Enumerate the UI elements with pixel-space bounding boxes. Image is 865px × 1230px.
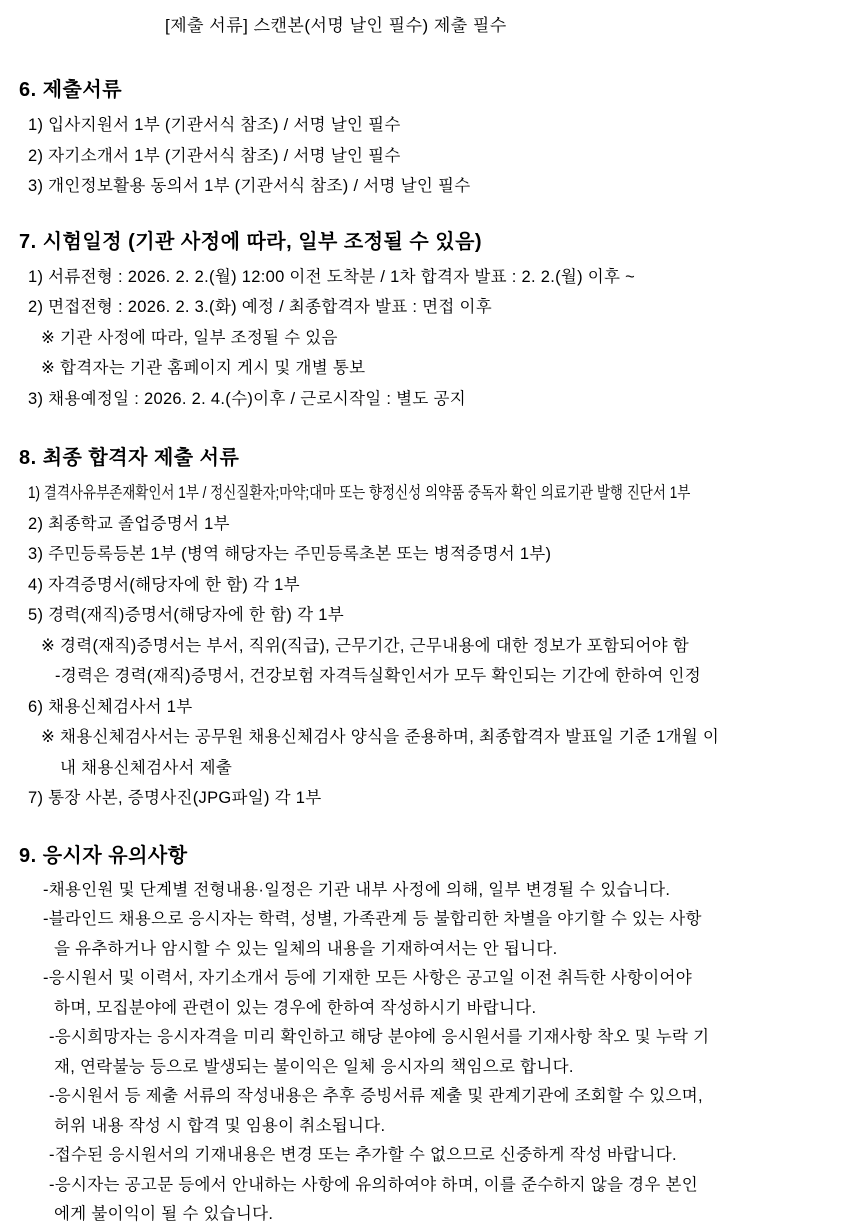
section-lines [0, 478, 865, 814]
document-line [0, 876, 865, 906]
document-line [0, 110, 865, 141]
document-line-text: 허위 내용 작성 시 합격 및 임용이 취소됩니다. [54, 1116, 386, 1135]
document-line [0, 539, 865, 570]
document-section [0, 843, 865, 1230]
document-line-text: ※ 합격자는 기관 홈페이지 게시 및 개별 통보 [41, 359, 366, 377]
document-line-text: 1) 서류전형 : 2026. 2. 2.(월) 12:00 이전 도착분 / 1차 합격자 발표 : 2. 2.(월) 이후 ~ [28, 267, 636, 286]
document-line [0, 353, 865, 384]
document-line [0, 1053, 865, 1083]
section-title: 8. 최종 합격자 제출 서류 [19, 447, 240, 469]
document-line-text: -경력은 경력(재직)증명서, 건강보험 자격득실확인서가 모두 확인되는 기간에 한하여 인정 [55, 667, 701, 685]
document-line-text: 4) 자격증명서(해당자에 한 함) 각 1부 [28, 575, 300, 594]
document-line [0, 570, 865, 601]
document-line-text: -응시자는 공고문 등에서 안내하는 사항에 유의하여야 하며, 이를 준수하지 않을 경우 본인 [49, 1175, 699, 1194]
document-line-text: -접수된 응시원서의 기재내용은 변경 또는 추가할 수 없으므로 신중하게 작성 바랍니다. [49, 1146, 677, 1164]
document-line [0, 262, 865, 293]
document-line [0, 692, 865, 723]
document-line-text: 재, 연락불능 등으로 발생되는 불이익은 일체 응시자의 책임으로 합니다. [54, 1057, 574, 1076]
document-line-text: 을 유추하거나 암시할 수 있는 일체의 내용을 기재하여서는 안 됩니다. [54, 939, 558, 958]
document-line [0, 1200, 865, 1230]
document-line [0, 600, 865, 631]
document-line-text: 3) 채용예정일 : 2026. 2. 4.(수)이후 / 근로시작일 : 별도 공지 [28, 389, 466, 408]
document-line-text: 2) 자기소개서 1부 (기관서식 참조) / 서명 날인 필수 [28, 146, 401, 165]
document-line-text: -응시원서 및 이력서, 자기소개서 등에 기재한 모든 사항은 공고일 이전 취득한 사항이어야 [43, 969, 693, 987]
section-title: 9. 응시자 유의사항 [19, 844, 188, 867]
document-line [0, 631, 865, 662]
document-line-text: 에게 불이익이 될 수 있습니다. [54, 1205, 274, 1223]
document-line-text: ※ 기관 사정에 따라, 일부 조정될 수 있음 [41, 328, 338, 347]
document-line-text: 5) 경력(재직)증명서(해당자에 한 함) 각 1부 [28, 606, 344, 624]
document-line [0, 478, 865, 509]
document-section [0, 445, 865, 814]
document-line [0, 905, 865, 935]
document-line-text: -블라인드 채용으로 응시자는 학력, 성별, 가족관계 등 불합리한 차별을 야기할 수 있는 사항 [43, 910, 702, 928]
document-line [0, 964, 865, 994]
document-line-text: ※ 경력(재직)증명서는 부서, 직위(직급), 근무기간, 근무내용에 대한 정보가 포함되어야 함 [41, 636, 690, 655]
document-line-text: 2) 면접전형 : 2026. 2. 3.(화) 예정 / 최종합격자 발표 : 면접 이후 [28, 298, 492, 316]
document-line [0, 1112, 865, 1142]
document-line-text: 하며, 모집분야에 관련이 있는 경우에 한하여 작성하시기 바랍니다. [54, 998, 537, 1017]
document-line [0, 384, 865, 415]
section-lines [0, 110, 865, 202]
section-lines [0, 262, 865, 415]
document-line [0, 292, 865, 323]
document-line [0, 1171, 865, 1201]
document-line [0, 661, 865, 692]
document-line [0, 783, 865, 814]
document-line-text: 6) 채용신체검사서 1부 [28, 697, 193, 716]
document-line-text: 3) 주민등록등본 1부 (병역 해당자는 주민등록초본 또는 병적증명서 1부) [28, 545, 552, 563]
document-section [0, 229, 865, 415]
section-title: 7. 시험일정 (기관 사정에 따라, 일부 조정될 수 있음) [19, 230, 483, 253]
document-header-note: [제출 서류] 스캔본(서명 날인 필수) 제출 필수 [165, 16, 507, 35]
section-title: 6. 제출서류 [19, 79, 123, 101]
document-line-text: -채용인원 및 단계별 전형내용·일정은 기관 내부 사정에 의해, 일부 변경될 수 있습니다. [43, 880, 671, 899]
document-line [0, 994, 865, 1024]
document-line-text: 7) 통장 사본, 증명사진(JPG파일) 각 1부 [28, 789, 322, 807]
document-line [0, 323, 865, 354]
document-line-text: -응시희망자는 응시자격을 미리 확인하고 해당 분야에 응시원서를 기재사항 착오 및 누락 기 [49, 1028, 710, 1046]
document-line [0, 722, 865, 753]
document-line [0, 935, 865, 965]
document-line [0, 509, 865, 540]
document-line-text: 내 채용신체검사서 제출 [60, 758, 233, 777]
document-sections [0, 77, 865, 1230]
document-line [0, 171, 865, 202]
document-line [0, 1023, 865, 1053]
document-line-text: 3) 개인정보활용 동의서 1부 (기관서식 참조) / 서명 날인 필수 [28, 177, 471, 195]
document-line-text: ※ 채용신체검사서는 공무원 채용신체검사 양식을 준용하며, 최종합격자 발표일 기준 1개월 이 [41, 728, 720, 746]
document-line-text: 1) 결격사유부존재확인서 1부 / 정신질환자;마약;대마 또는 향정신성 의약품 중독자 확인 의료기관 발행 진단서 1부 [28, 484, 691, 502]
document-line-text: 2) 최종학교 졸업증명서 1부 [28, 514, 230, 533]
section-lines [0, 876, 865, 1230]
document-line [0, 1082, 865, 1112]
document-line-text: 1) 입사지원서 1부 (기관서식 참조) / 서명 날인 필수 [28, 116, 401, 134]
document-section [0, 77, 865, 202]
document-line [0, 1141, 865, 1171]
document-line [0, 141, 865, 172]
document-line-text: -응시원서 등 제출 서류의 작성내용은 추후 증빙서류 제출 및 관계기관에 조회할 수 있으며, [49, 1087, 703, 1105]
document-line [0, 753, 865, 784]
